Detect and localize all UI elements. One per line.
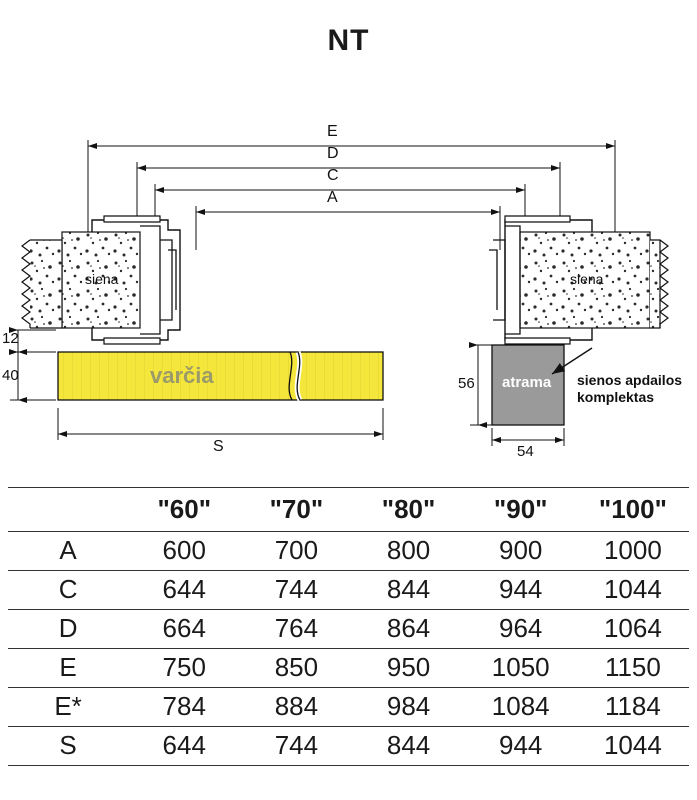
table-cell: 1050	[465, 649, 577, 688]
table-cell: 744	[240, 727, 352, 766]
column-header-70: "70"	[240, 488, 352, 532]
row-label: S	[8, 727, 128, 766]
dimension-label-D: D	[327, 145, 339, 162]
table-cell: 744	[240, 571, 352, 610]
table-cell: 864	[352, 610, 464, 649]
table-cell: 950	[352, 649, 464, 688]
table-cell: 844	[352, 571, 464, 610]
support-label: atrama	[502, 374, 552, 391]
dimensions-table	[8, 487, 689, 766]
row-label: E	[8, 649, 128, 688]
table-row	[8, 532, 689, 571]
row-label: E*	[8, 688, 128, 727]
table-cell: 900	[465, 532, 577, 571]
table-cell: 1084	[465, 688, 577, 727]
dim-panel-span-S: S	[213, 438, 224, 455]
row-label: D	[8, 610, 128, 649]
table-row	[8, 610, 689, 649]
table-cell: 1064	[577, 610, 689, 649]
dim-panel-height: 40	[2, 367, 19, 384]
technical-drawing	[0, 90, 697, 485]
dim-top-thickness: 12	[2, 330, 19, 347]
column-header-90: "90"	[465, 488, 577, 532]
table-cell: 1044	[577, 571, 689, 610]
table-row	[8, 727, 689, 766]
page-title: NT	[327, 24, 370, 57]
table-cell: 1044	[577, 727, 689, 766]
column-header-blank	[8, 488, 128, 532]
callout-label-line2: komplektas	[577, 389, 655, 405]
table-cell: 764	[240, 610, 352, 649]
wall-label-left: siena	[85, 271, 119, 287]
dimension-label-A: A	[327, 189, 338, 206]
table-cell: 884	[240, 688, 352, 727]
table-cell: 800	[352, 532, 464, 571]
table-row	[8, 649, 689, 688]
table-cell: 944	[465, 727, 577, 766]
wall-label-right: siena	[570, 271, 604, 287]
dim-support-height: 56	[458, 375, 475, 392]
table-cell: 1150	[577, 649, 689, 688]
table-cell: 850	[240, 649, 352, 688]
table-cell: 664	[128, 610, 240, 649]
dim-support-width: 54	[517, 443, 534, 460]
table-cell: 1000	[577, 532, 689, 571]
table-cell: 964	[465, 610, 577, 649]
table-cell: 984	[352, 688, 464, 727]
column-header-60: "60"	[128, 488, 240, 532]
table-header-row	[8, 488, 689, 532]
table-row	[8, 688, 689, 727]
table-cell: 1184	[577, 688, 689, 727]
table-cell: 784	[128, 688, 240, 727]
row-label: A	[8, 532, 128, 571]
row-label: C	[8, 571, 128, 610]
table-cell: 944	[465, 571, 577, 610]
panel-label: varčia	[150, 363, 214, 388]
table-cell: 600	[128, 532, 240, 571]
table-cell: 700	[240, 532, 352, 571]
table-cell: 644	[128, 727, 240, 766]
table-row	[8, 571, 689, 610]
dimension-label-C: C	[327, 167, 339, 184]
column-header-100: "100"	[577, 488, 689, 532]
callout-label-line1: sienos apdailos	[577, 372, 683, 388]
column-header-80: "80"	[352, 488, 464, 532]
dimension-label-E: E	[327, 123, 338, 140]
table-cell: 644	[128, 571, 240, 610]
table-cell: 844	[352, 727, 464, 766]
table-cell: 750	[128, 649, 240, 688]
